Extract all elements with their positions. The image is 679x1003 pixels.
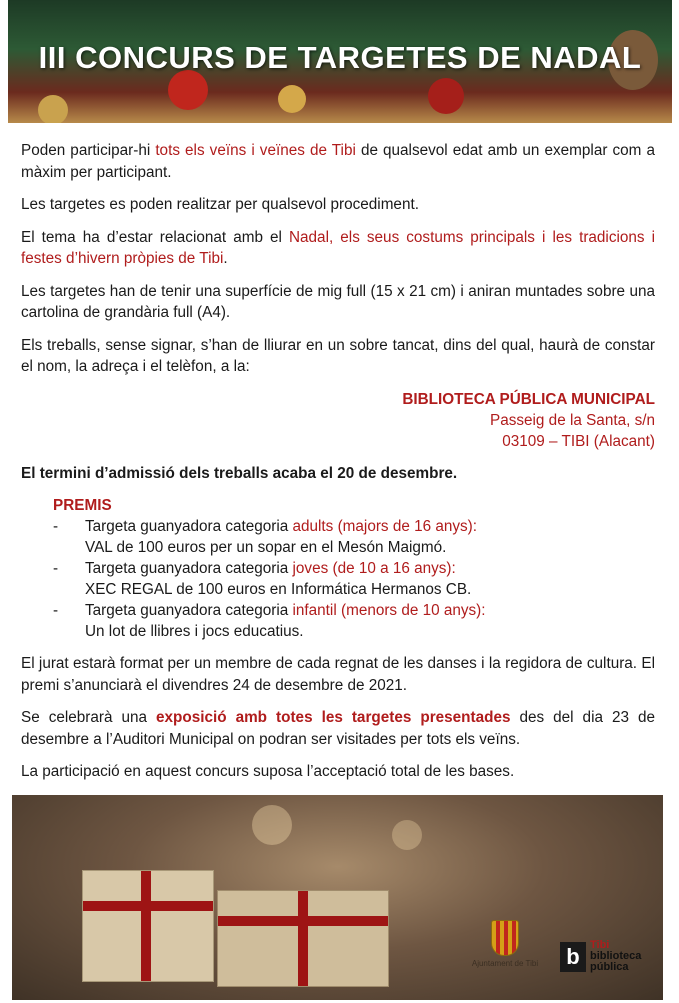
text: Targeta guanyadora categoria [85,602,293,619]
prize-category-line [85,558,655,579]
prize-category-line [85,600,655,621]
ajuntament-logo [470,920,540,968]
library-logo-line: biblioteca [590,950,642,962]
category-text: infantil (menors de 10 anys): [292,602,486,619]
ribbon [83,901,213,911]
library-logo-icon: b [560,942,586,972]
library-logo-text [590,940,641,973]
paragraph-procedure: Les targetes es poden realitzar per qualsevol procediment. [21,196,419,213]
ribbon [298,891,308,986]
prize-item-youth [53,558,655,600]
prizes-heading: PREMIS [53,497,112,514]
prize-description: XEC REGAL de 100 euros en Informática Hermanos CB. [85,581,472,598]
ornament-bauble [428,78,464,114]
gifts-photo [12,795,663,1000]
list-dash: - [53,518,59,535]
prize-category-line [85,516,655,537]
text: des del dia 23 de desembre a l’Auditori Municipal on podran ser visitades per tots els veïns. [21,709,655,748]
header-banner [8,0,672,123]
bokeh-light [252,805,292,845]
paragraph-acceptance: La participació en aquest concurs suposa l’acceptació total de les bases. [21,763,515,780]
prize-description: VAL de 100 euros per un sopar en el Mesón Maigmó. [85,539,447,556]
gift-box [217,890,389,987]
text: Targeta guanyadora categoria [85,518,293,535]
text: de qualsevol edat amb un exemplar com a màxim per participant. [21,142,656,181]
paragraph-participants [21,140,655,183]
category-text: adults (majors de 16 anys): [292,518,478,535]
paragraph-jury: El jurat estarà format per un membre de cada regnat de les danses i la regidora de cultura. El premi s’anunciarà el divendres 24 de desembre de 2021. [21,655,655,694]
ornament-bauble [278,85,306,113]
highlight-text: exposició amb totes les targetes presentades [156,709,511,726]
list-dash: - [53,602,59,619]
ornament-bauble [38,95,68,123]
text: . [223,250,228,267]
text: Targeta guanyadora categoria [85,560,293,577]
coat-of-arms-icon [491,920,519,956]
library-logo [560,940,641,973]
ribbon [141,871,151,981]
paragraph-exhibition [21,707,655,750]
paragraph-delivery: Els treballs, sense signar, s’han de lliurar en un sobre tancat, dins del qual, haurà de constar el nom, la adreça i el telèfon, a la: [21,336,655,375]
category-text: joves (de 10 a 16 anys): [292,560,456,577]
address-name: BIBLIOTECA PÚBLICA MUNICIPAL [402,390,655,408]
text: El tema ha d’estar relacionat amb el [21,228,289,246]
deadline-text: El termini d’admissió dels treballs acaba el 20 de desembre. [21,464,458,482]
bokeh-light [392,820,422,850]
main-content [21,140,655,794]
prize-item-adults [53,516,655,558]
list-dash: - [53,560,59,577]
library-logo-town: Tibi [590,939,610,951]
prize-item-children [53,600,655,642]
page-title: III CONCURS DE TARGETES DE NADAL [38,40,642,75]
ornament-bauble [168,70,208,110]
address-street: Passeig de la Santa, s/n [490,411,655,429]
ribbon [218,916,388,926]
library-logo-line: pública [590,961,629,973]
ajuntament-caption: Ajuntament de Tibi [471,959,539,968]
address-city: 03109 – TIBI (Alacant) [502,432,655,450]
paragraph-format: Les targetes han de tenir una superfície de mig full (15 x 21 cm) i aniran muntades sobre una cartolina de grandària full (A4). [21,282,655,321]
paragraph-theme [21,227,655,270]
address-block [21,389,655,452]
gift-box [82,870,214,982]
highlight-text: tots els veïns i veïnes de Tibi [155,142,356,159]
prize-description: Un lot de llibres i jocs educatius. [85,623,304,640]
text: Se celebrarà una [21,709,157,726]
prizes-section [53,495,655,642]
highlight-text: Nadal, els seus costums principals i les tradicions i festes d’hivern pròpies de Tibi [21,228,655,267]
text: Poden participar-hi [21,142,156,159]
